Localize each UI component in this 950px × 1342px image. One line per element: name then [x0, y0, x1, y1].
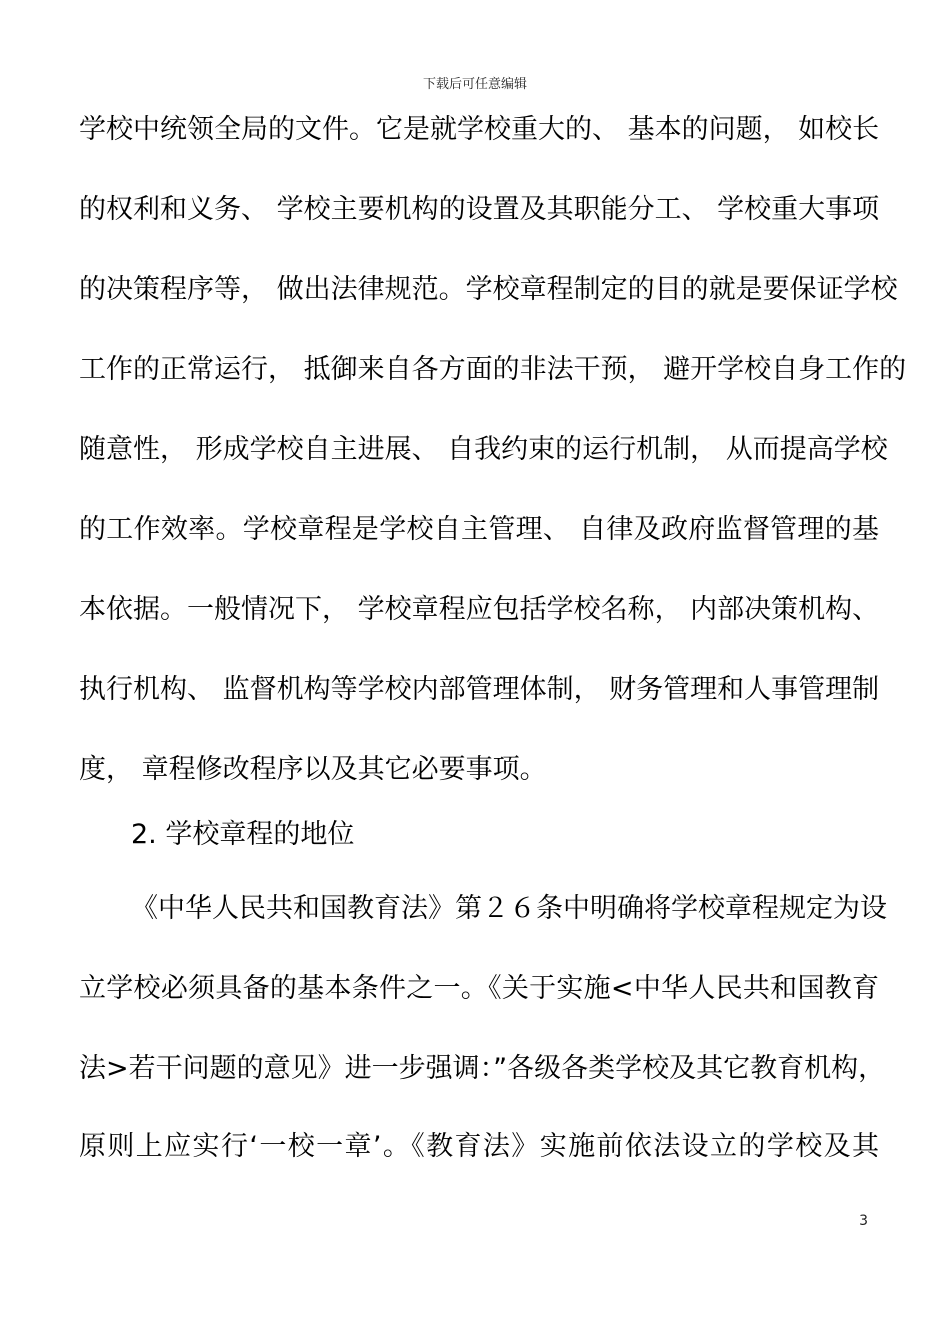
body-text-line: 执行机构、 监督机构等学校内部管理体制， 财务管理和人事管理制: [79, 674, 880, 705]
body-text-line: 随意性， 形成学校自主进展、 自我约束的运行机制， 从而提高学校: [79, 434, 888, 465]
page-number: 3: [859, 1213, 868, 1229]
body-text-line: 立学校必须具备的基本条件之一。《关于实施<中华人民共和国教育: [79, 973, 879, 1004]
page-header: 下载后可任意编辑: [422, 77, 527, 92]
body-text-line: 本依据。一般情况下， 学校章程应包括学校名称， 内部决策机构、: [79, 594, 880, 625]
body-text-line: 的权利和义务、 学校主要机构的设置及其职能分工、 学校重大事项: [79, 194, 880, 225]
body-text-line: 度， 章程修改程序以及其它必要事项。: [79, 754, 547, 785]
body-text-line: 的工作效率。学校章程是学校自主管理、 自律及政府监督管理的基: [79, 514, 879, 545]
body-text-line: 的决策程序等， 做出法律规范。学校章程制定的目的就是要保证学校: [79, 274, 898, 305]
section-heading: 2. 学校章程的地位: [131, 819, 355, 850]
body-text-line: 工作的正常运行， 抵御来自各方面的非法干预， 避开学校自身工作的: [79, 354, 907, 385]
body-text-line: 原则上应实行‘一校一章’。《教育法》实施前依法设立的学校及其: [79, 1131, 879, 1162]
body-text-line: 《中华人民共和国教育法》第２６条中明确将学校章程规定为设: [131, 893, 887, 924]
body-text-line: 学校中统领全局的文件。它是就学校重大的、 基本的问题， 如校长: [79, 114, 880, 145]
body-text-line: 法>若干问题的意见》进一步强调：”各级各类学校及其它教育机构，: [79, 1053, 886, 1084]
